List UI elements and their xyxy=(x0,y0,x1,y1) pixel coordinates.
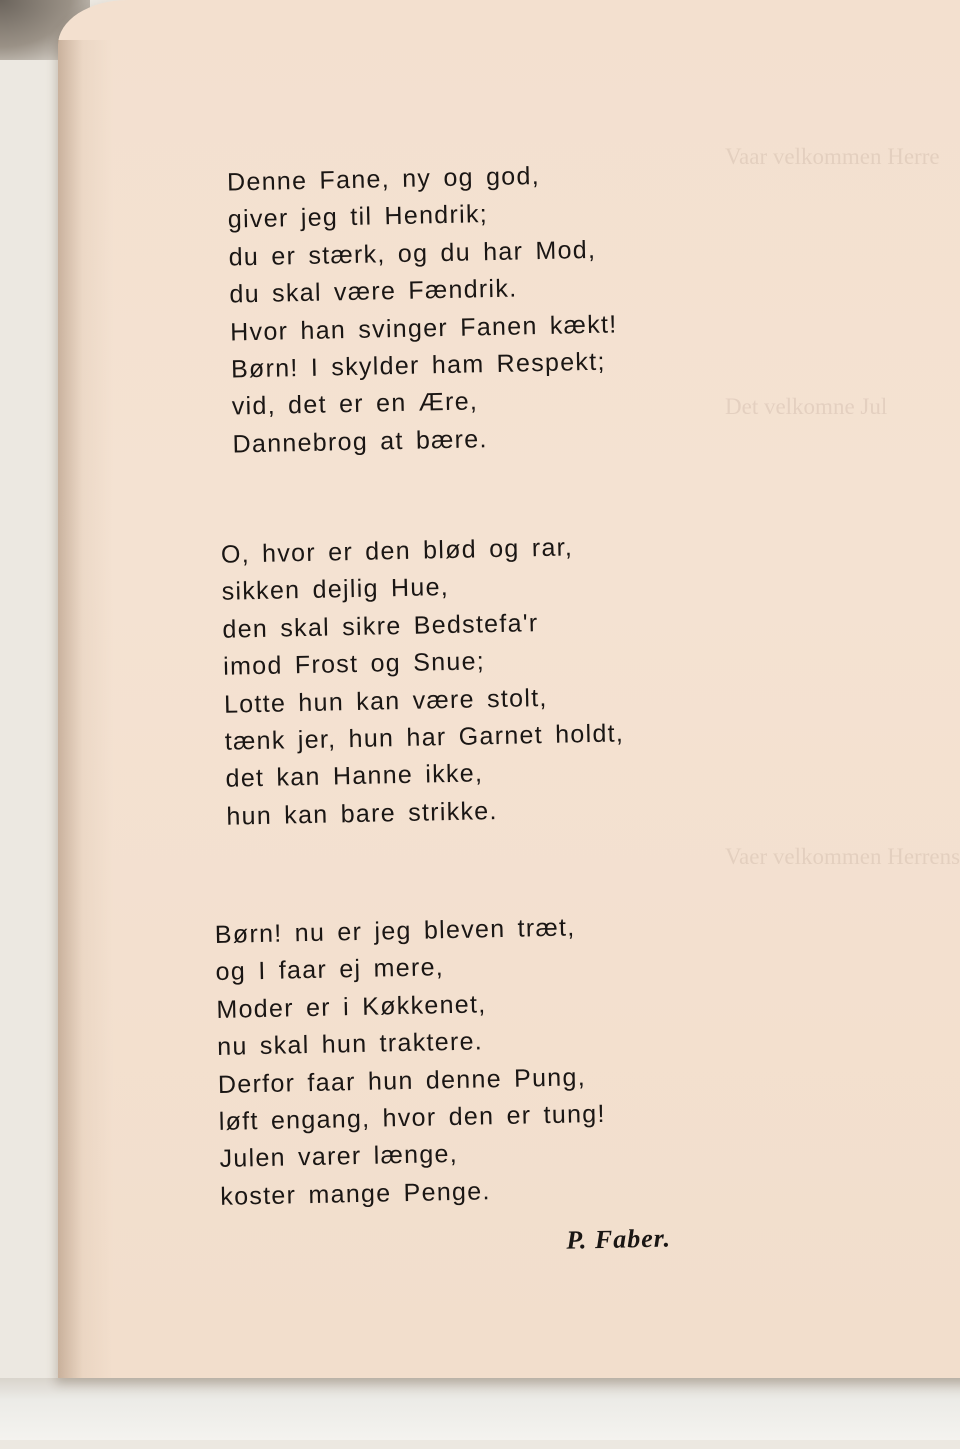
poem-line: nu skal hun traktere. xyxy=(216,1027,484,1062)
poem-line: Lotte hun kan være stolt, xyxy=(223,683,548,719)
poem-line: du er stærk, og du har Mod, xyxy=(228,235,597,272)
poem-line: hun kan bare strikke. xyxy=(226,796,499,831)
poem-line: koster mange Penge. xyxy=(220,1177,491,1211)
poem-line: Derfor faar hun denne Pung, xyxy=(217,1062,587,1099)
author-signature: P. Faber. xyxy=(566,1223,672,1255)
stanza xyxy=(214,901,960,1216)
poem-line: løft engang, hvor den er tung! xyxy=(218,1099,606,1136)
poem-line: Børn! nu er jeg bleven træt, xyxy=(214,913,576,949)
show-through-text: Vaar velkommen Herre xyxy=(725,144,940,169)
poem-line: O, hvor er den blød og rar, xyxy=(220,533,574,569)
poem-line: vid, det er en Ære, xyxy=(231,387,479,421)
poem-line: Denne Fane, ny og god, xyxy=(226,162,541,197)
poem-line: det kan Hanne ikke, xyxy=(225,759,484,794)
poem-line: Moder er i Køkkenet, xyxy=(216,990,487,1024)
poem-line: du skal være Fændrik. xyxy=(229,274,518,309)
poem-line: Hvor han svinger Fanen kækt! xyxy=(229,310,618,347)
poem-line: den skal sikre Bedstefa'r xyxy=(222,608,539,644)
stanza xyxy=(227,149,960,464)
show-through-text: Vaer velkommen Herrens xyxy=(725,844,960,869)
poem-line: og I faar ej mere, xyxy=(215,953,445,987)
poem-line: sikken dejlig Hue, xyxy=(221,573,450,607)
poem-line: giver jeg til Hendrik; xyxy=(227,200,489,234)
poem-line: tænk jer, hun har Garnet holdt, xyxy=(224,719,625,756)
poem-line: imod Frost og Snue; xyxy=(222,647,486,681)
show-through-text: Det velkomne Jul xyxy=(725,394,888,419)
poem-line: Børn! I skylder ham Respekt; xyxy=(230,347,606,384)
poem-line: Dannebrog at bære. xyxy=(232,425,488,459)
poem-line: Julen varer længe, xyxy=(219,1140,459,1174)
stanza xyxy=(221,521,960,836)
